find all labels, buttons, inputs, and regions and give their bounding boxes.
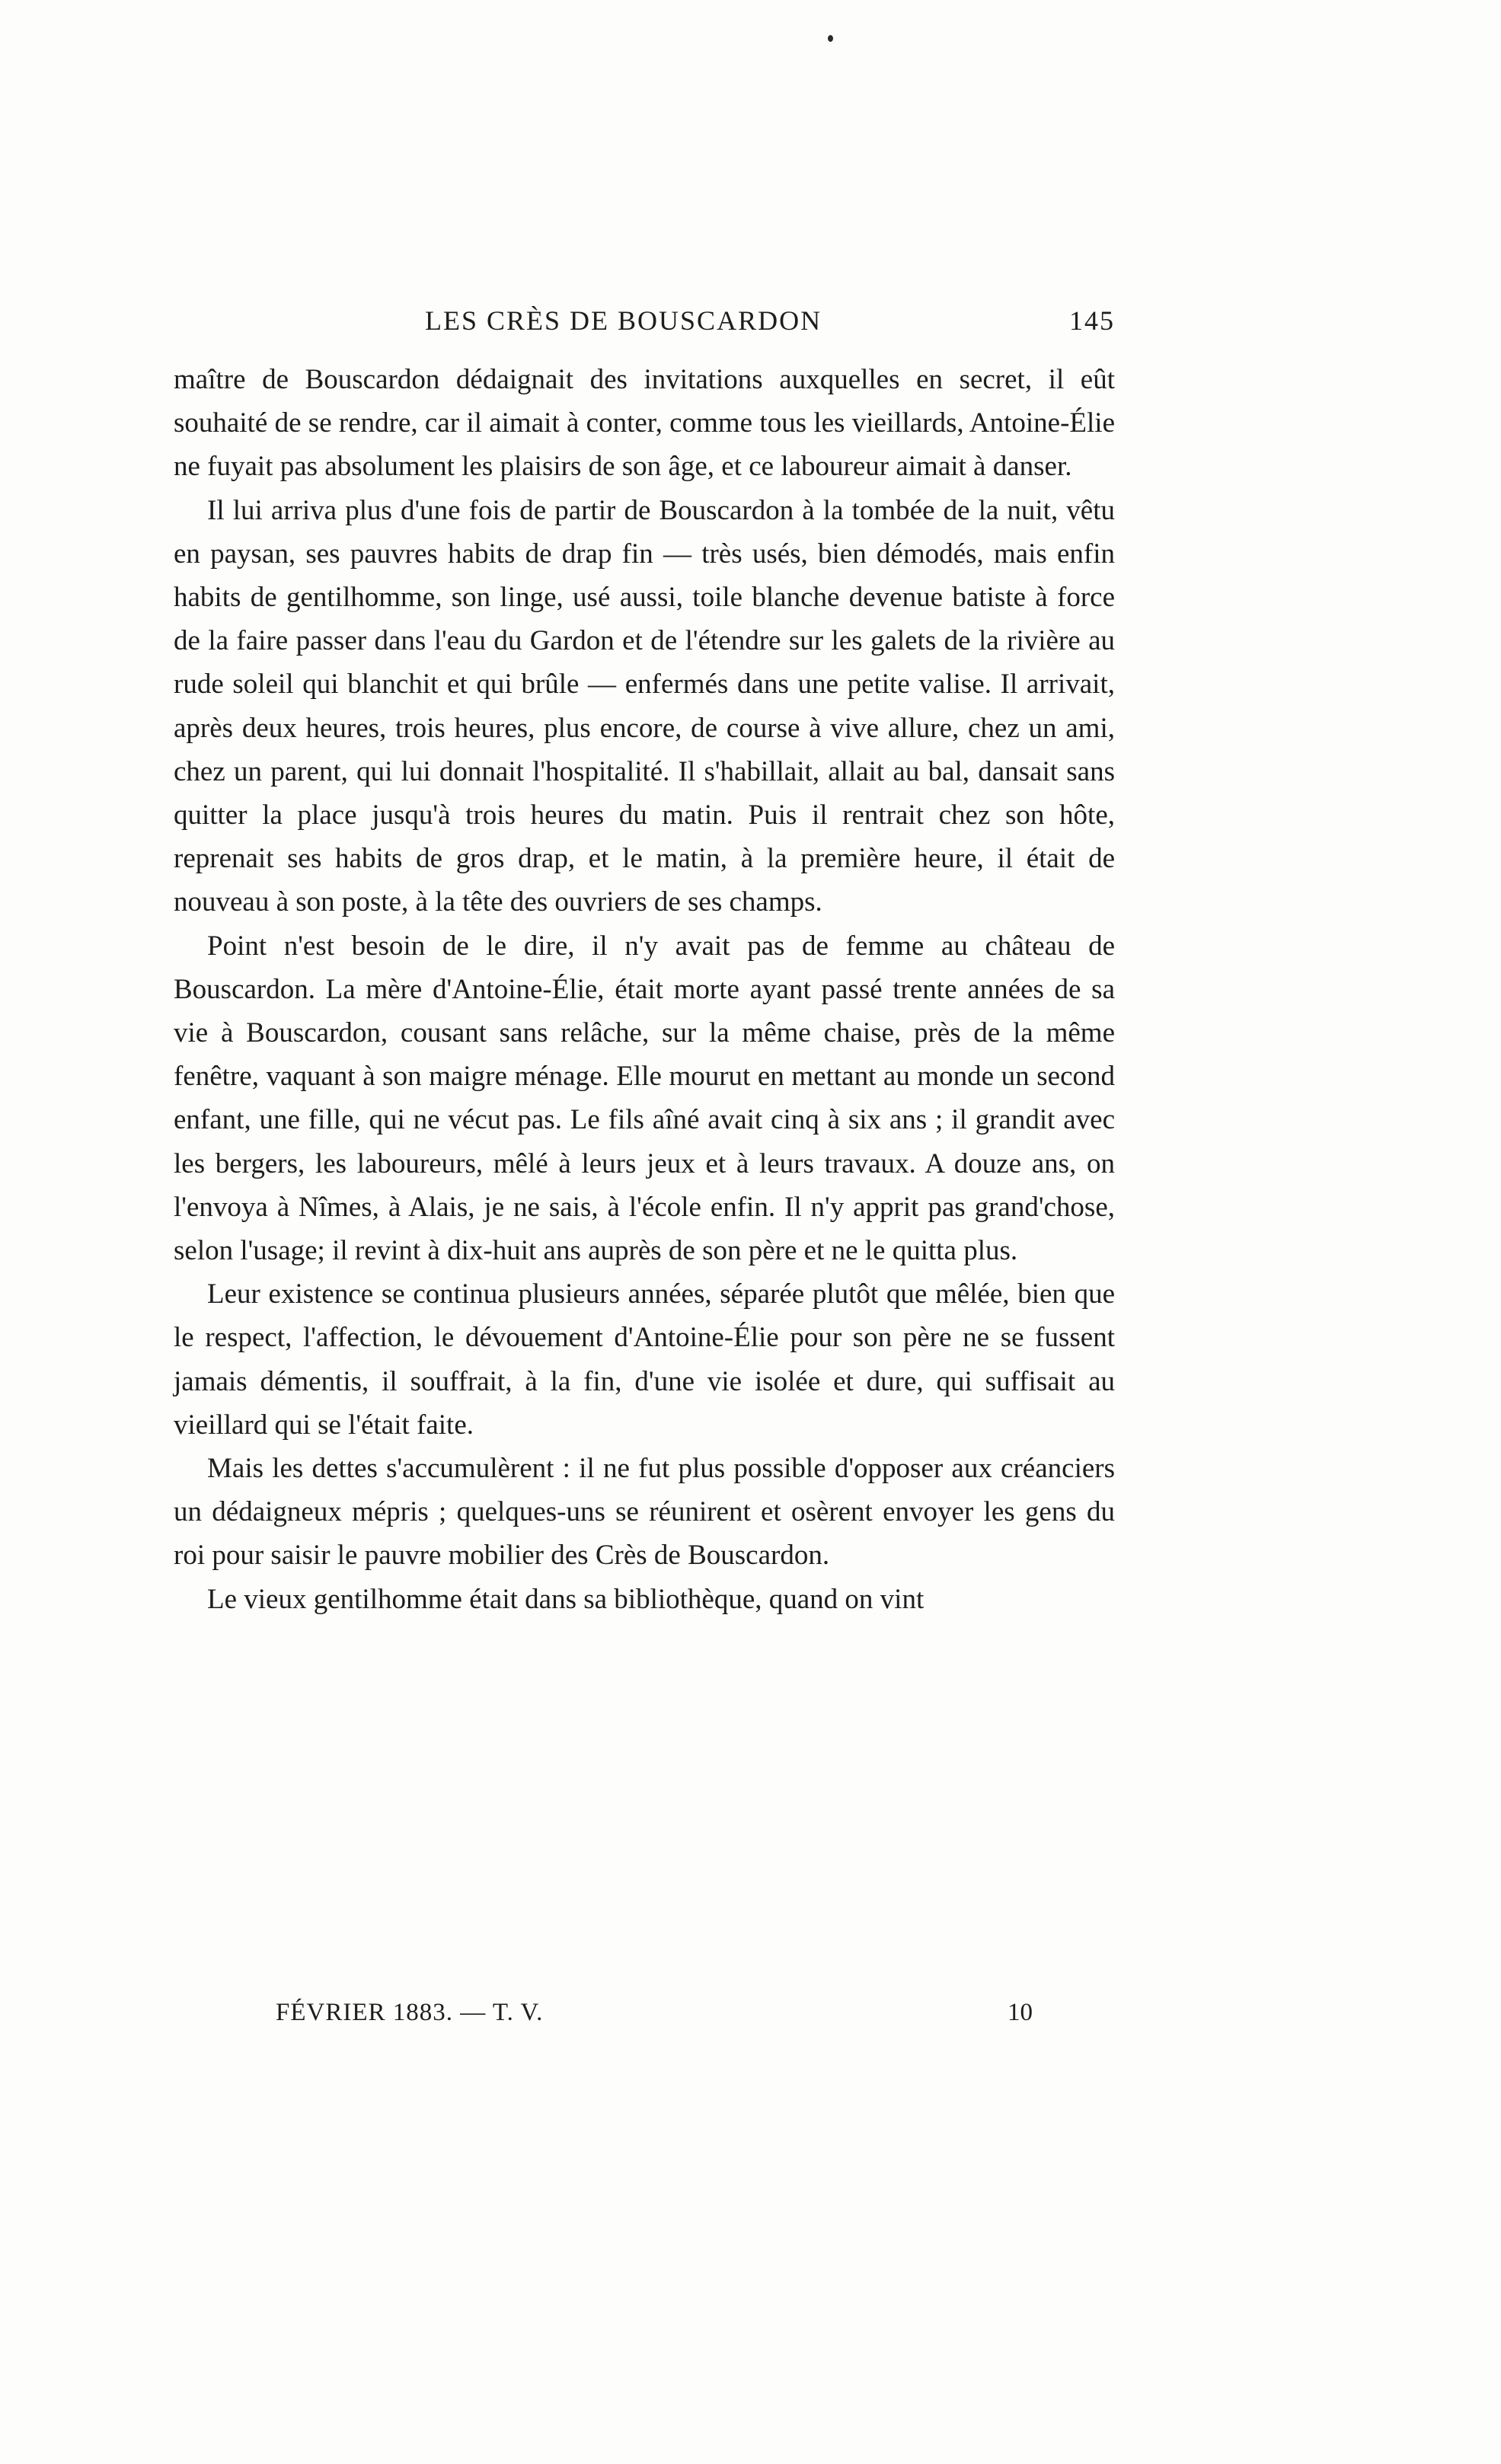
signature-mark: 10 xyxy=(1008,1999,1033,2026)
paragraph: Leur existence se continua plusieurs années, séparée plutôt que mêlée, bien que le respect, l'affection, le dévouement d'Antoine-Élie pour son père ne se fussent jamais démentis, il souffrait, à la fin, d'une vie isolée et dure, qui suffisait au vieillard qui se l'était faite. xyxy=(174,1278,1115,1441)
paragraph: maître de Bouscardon dédaignait des invitations auxquelles en secret, il eût souhaité de se rendre, car il aimait à conter, comme tous les vieillards, Antoine-Élie ne fuyait pas absolument les plaisirs de son âge, et ce laboureur aimait à danser. xyxy=(174,364,1115,483)
paragraph: Mais les dettes s'accumulèrent : il ne fut plus possible d'opposer aux créanciers un dédaigneux mépris ; quelques-uns se réunirent et osèrent envoyer les gens du roi pour saisir le pauvre mobilier des Crès de Bouscardon. xyxy=(174,1453,1115,1572)
paragraph: Le vieux gentilhomme était dans sa bibliothèque, quand on vint xyxy=(207,1583,925,1615)
page-number: 145 xyxy=(1069,305,1115,336)
paragraph: Il lui arriva plus d'une fois de partir de Bouscardon à la tombée de la nuit, vêtu en paysan, ses pauvres habits de drap fin — très usés, bien démodés, mais enfin habits de gentilhomme, son linge, usé aussi, toile blanche devenue batiste à force de la faire passer dans l'eau du Gardon et de l'étendre sur les galets de la rivière au rude soleil qui blanchit et qui brûle — enfermés dans une petite valise. Il arrivait, après deux heures, trois heures, plus encore, de course à vive allure, chez un ami, chez un parent, qui lui donnait l'hospitalité. Il s'habillait, allait au bal, dansait sans quitter la place jusqu'à trois heures du matin. Puis il rentrait chez son hôte, reprenait ses habits de gros drap, et le matin, à la première heure, il était de nouveau à son poste, à la tête des ouvriers de ses champs. xyxy=(174,494,1115,918)
paragraph: Point n'est besoin de le dire, il n'y avait pas de femme au château de Bouscardon. La mère d'Antoine-Élie, était morte ayant passé trente années de sa vie à Bouscardon, cousant sans relâche, sur la même chaise, près de la même fenêtre, vaquant à son maigre ménage. Elle mourut en mettant au monde un second enfant, une fille, qui ne vécut pas. Le fils aîné avait cinq à six ans ; il grandit avec les bergers, les laboureurs, mêlé à leurs jeux et à leurs travaux. A douze ans, on l'envoya à Nîmes, à Alais, je ne sais, à l'école enfin. Il n'y apprit pas grand'chose, selon l'usage; il revint à dix-huit ans auprès de son père et ne le quitta plus. xyxy=(174,930,1115,1267)
body-text xyxy=(174,358,1115,1621)
running-title: LES CRÈS DE BOUSCARDON xyxy=(425,305,822,336)
running-head xyxy=(174,305,1115,343)
ink-speck xyxy=(828,35,833,42)
issue-line: FÉVRIER 1883. — T. V. xyxy=(276,1999,544,2026)
page-footer xyxy=(174,1999,1115,2037)
